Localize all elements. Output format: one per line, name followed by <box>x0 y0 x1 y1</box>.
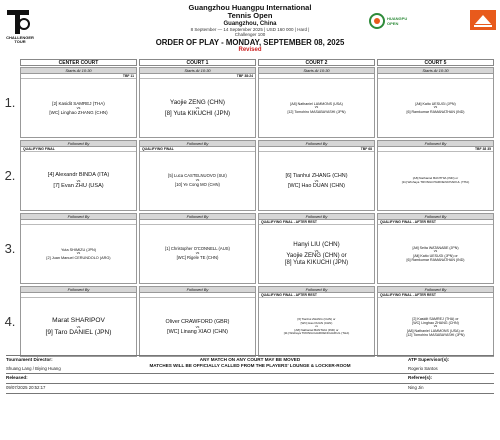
versus-label: vs <box>195 324 200 329</box>
versus-label: vs <box>433 324 438 329</box>
player-line: [12] Tomohiro MASABAYASHI (JPN) <box>406 332 465 337</box>
match-cell <box>139 67 256 138</box>
player-line: [A8] Nathaniel LAMMONS (USA) or <box>407 328 464 333</box>
start-time-label: Followed By <box>140 214 255 220</box>
released-label: Released: <box>6 375 28 380</box>
player-line: [6] Ramkumar RAMANATHAN (IND) <box>406 109 465 114</box>
match-players <box>140 225 255 283</box>
match-cell <box>139 213 256 284</box>
match-players <box>21 225 136 283</box>
round-number: 3. <box>4 240 16 256</box>
match-players <box>21 152 136 210</box>
player-line: [8] Yuta KIKUCHI (JPN) <box>284 259 349 266</box>
player-line: [WC] Linang XIAO (CHN) <box>167 329 228 336</box>
match-players <box>378 152 493 210</box>
tournament-name-line2: Tennis Open <box>227 11 273 20</box>
sponsor-logo <box>470 10 496 30</box>
versus-label: vs <box>76 324 81 329</box>
versus-label: vs <box>314 105 319 110</box>
versus-label: vs <box>76 105 81 110</box>
versus-label: vs <box>195 105 200 110</box>
player-line: [WC] Hao DUAN (CHN) <box>288 183 345 190</box>
versus-label: vs <box>433 249 438 254</box>
court-header: COURT 1 <box>139 59 256 66</box>
start-time-label: Starts At 10:30 <box>378 68 493 74</box>
match-cell <box>377 140 494 211</box>
huangpu-open-logo-text: HUANGPU OPEN <box>387 16 408 26</box>
director-value: Shuang Lang / Biying Huang <box>6 366 61 371</box>
match-players <box>21 298 136 356</box>
match-cell <box>139 286 256 357</box>
huangpu-open-logo <box>369 12 415 30</box>
supervisor-value: Rogerio Santos <box>408 366 438 371</box>
footer-divider <box>6 383 494 384</box>
start-time-label: Followed By <box>378 287 493 293</box>
match-players <box>140 79 255 137</box>
start-time-label: Followed By <box>259 141 374 147</box>
start-time-label: Starts At 10:30 <box>140 68 255 74</box>
start-time-label: Followed By <box>21 141 136 147</box>
player-line: [2] Kasidit SAMREJ (THA) <box>52 100 105 106</box>
versus-label: vs <box>76 178 81 183</box>
player-line: [A8] Nathaniel LAMMONS (USA) <box>290 102 343 106</box>
match-cell <box>20 213 137 284</box>
match-round-label: QUALIFYING FINAL - AFTER REST <box>261 293 317 297</box>
page-header <box>0 0 500 62</box>
revised-label: Revised <box>238 47 262 53</box>
match-note-label: TBF 11 <box>122 74 134 78</box>
released-value: 09/07/2025 20:52:17 <box>6 385 46 390</box>
player-line: [2] Kasidit SAMREJ (THA) or <box>412 316 459 321</box>
player-line: [6] Tianhui ZHANG (CHN) <box>285 172 348 179</box>
start-time-label: Followed By <box>140 287 255 293</box>
start-time-label: Followed By <box>378 214 493 220</box>
player-line: [8] Yuta KIKUCHI (JPN) <box>164 110 231 118</box>
director-label: Tournament Director: <box>6 357 53 362</box>
player-line: [12] Tomohiro MASABAYASHI (JPN) <box>287 109 346 114</box>
player-line: [WC] Linghao ZHANG (CHN) <box>49 110 108 116</box>
match-cell <box>377 67 494 138</box>
start-time-label: Followed By <box>140 141 255 147</box>
tournament-location: Guangzhou, China <box>223 21 277 27</box>
match-round-label: QUALIFYING FINAL <box>23 147 55 151</box>
versus-label: vs <box>76 251 81 256</box>
start-time-label: Followed By <box>21 287 136 293</box>
round-number: 1. <box>4 94 16 110</box>
player-line: [1] Christopher O'CONNELL (AUS) <box>165 246 230 252</box>
court-header: COURT 2 <box>258 59 375 66</box>
match-players <box>21 79 136 137</box>
match-cell <box>20 140 137 211</box>
versus-label: vs <box>314 248 319 253</box>
logo-caption: CHALLENGER TOUR <box>6 35 34 44</box>
match-round-label: QUALIFYING FINAL - AFTER REST <box>261 220 317 224</box>
page-footer <box>0 355 500 425</box>
player-line: [10] Ye Cong MO (CHN) <box>175 181 220 187</box>
start-time-label: Followed By <box>259 287 374 293</box>
match-players <box>378 298 493 356</box>
match-cell <box>20 286 137 357</box>
match-players <box>378 225 493 283</box>
notice-line-1: ANY MATCH ON ANY COURT MAY BE MOVED <box>199 357 301 362</box>
player-line: Yaojie ZENG (CHN) <box>170 98 225 106</box>
match-note-label: TBF 38 35 <box>474 147 491 151</box>
player-line: [9] Taro DANIEL (JPN) <box>45 329 112 337</box>
versus-label: vs <box>433 105 438 110</box>
match-note-label: TBF 68 <box>360 147 372 151</box>
match-cell <box>258 213 375 284</box>
match-cell <box>258 67 375 138</box>
player-line: [WC] Rigele TE (CHN) <box>176 254 219 260</box>
player-line: [Alt] Kaito UESUGI (JPN) <box>415 102 456 106</box>
match-players <box>259 298 374 356</box>
round-number: 2. <box>4 167 16 183</box>
player-line: [11] Wishaya TRONGCHAROENCHAIKUL (THA) <box>283 331 350 336</box>
versus-label: vs <box>195 178 200 183</box>
footer-divider <box>6 355 494 356</box>
versus-label: vs <box>314 178 319 183</box>
footer-divider <box>6 373 494 374</box>
player-line: [A8] Nathaniel BANTHIA (IND) or <box>412 176 459 181</box>
player-line: [Alt] Seita WATANABE (JPN) <box>412 245 459 250</box>
start-time-label: Followed By <box>378 141 493 147</box>
player-line: [4] Alexandr BINDA (ITA) <box>47 172 110 179</box>
court-header: COURT 5 <box>377 59 494 66</box>
match-note-label: TBF 38:24 <box>236 74 253 78</box>
start-time-label: Starts At 10:30 <box>21 68 136 74</box>
match-players <box>140 298 255 356</box>
match-players <box>259 152 374 210</box>
player-line: Hanyi LIU (CHN) <box>293 241 340 249</box>
match-cell <box>377 286 494 357</box>
referee-value: Ning Jin <box>408 385 424 390</box>
match-round-label: QUALIFYING FINAL - AFTER REST <box>380 220 436 224</box>
tournament-name: Guangzhou Huangpu International <box>188 3 312 12</box>
match-players <box>378 79 493 137</box>
player-line: [5] Luca CASTELNUOVO (SUI) <box>168 173 227 179</box>
player-line: Yuta SHIMIZU (JPN) <box>60 247 97 252</box>
match-players <box>259 79 374 137</box>
versus-label: vs <box>315 324 318 329</box>
footer-divider <box>6 393 494 394</box>
player-line: Oliver CRAWFORD (GBR) <box>165 318 230 325</box>
round-number: 4. <box>4 313 16 329</box>
player-line: [6] Ramkumar RAMANATHAN (IND) <box>406 257 465 262</box>
player-line: Yaojie ZENG (CHN) or <box>286 252 347 259</box>
player-line: [6] Tianhui ZHANG (CHN) or <box>297 317 336 322</box>
match-round-label: QUALIFYING FINAL <box>142 147 174 151</box>
match-players <box>140 152 255 210</box>
tournament-category: Challenger 100 <box>234 32 266 37</box>
match-cell <box>258 140 375 211</box>
player-line: [WC] Hao DUAN (CHN) <box>300 320 333 325</box>
match-cell <box>258 286 375 357</box>
order-of-play-title: ORDER OF PLAY - MONDAY, SEPTEMBER 08, 2025 <box>155 38 345 47</box>
versus-label: vs <box>195 251 200 256</box>
player-line: [11] Wishaya TRONGCHAROENCHAIKUL (THA) <box>401 180 470 184</box>
match-cell <box>377 213 494 284</box>
match-cell <box>20 67 137 138</box>
supervisor-label: ATP Supervisor(s): <box>408 357 450 362</box>
player-line: [WC] Linghao ZHANG (CHN) <box>412 321 459 325</box>
referee-label: Referee(s): <box>408 375 432 380</box>
player-line: [A8] Nathaniel BANTHIA (IND) or <box>294 327 339 332</box>
start-time-label: Followed By <box>21 214 136 220</box>
player-line: Marat SHARIPOV <box>52 317 105 325</box>
match-cell <box>139 140 256 211</box>
tournament-dates: 8 September — 14 September 2025 | USD 160 000 | Hard | <box>190 27 310 32</box>
player-line: [Alt] Kaito UESUGI (JPN) or <box>413 253 458 258</box>
start-time-label: Followed By <box>259 214 374 220</box>
match-players <box>259 225 374 283</box>
player-line: [2] Juan Manuel CERUNDOLO (ARG) <box>46 255 111 260</box>
match-round-label: QUALIFYING FINAL - AFTER REST <box>380 293 436 297</box>
player-line: [7] Evan ZHU (USA) <box>53 183 104 190</box>
start-time-label: Starts At 10:30 <box>259 68 374 74</box>
court-header: CENTER COURT <box>20 59 137 66</box>
notice-line-2: MATCHES WILL BE OFFICIALLY CALLED FROM THE PLAYERS' LOUNGE & LOCKER-ROOM <box>149 362 351 368</box>
